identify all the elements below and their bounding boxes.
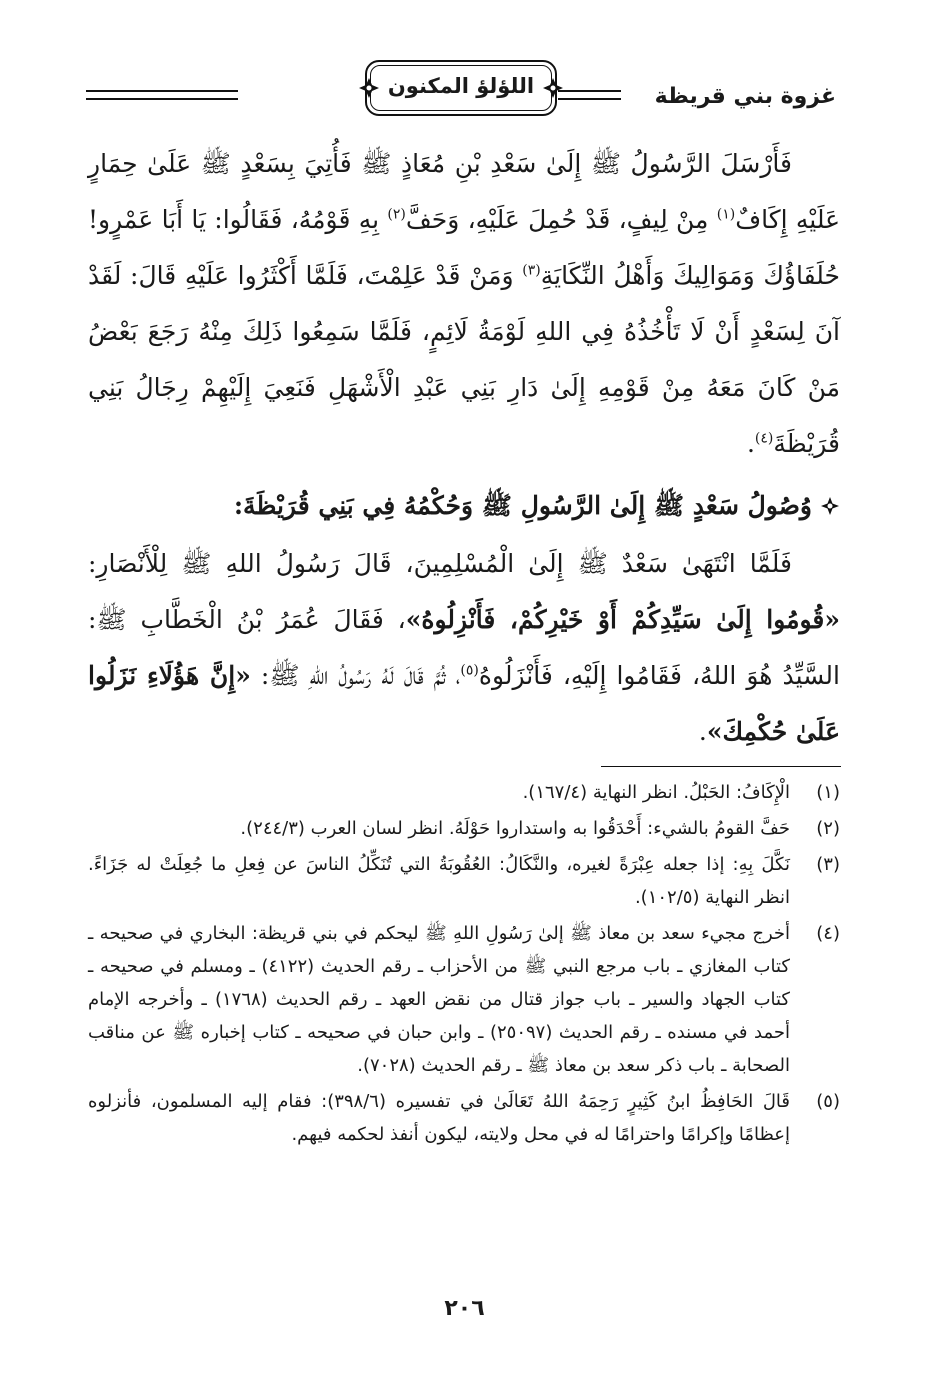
footnote-text: أخرج مجيء سعد بن معاذ ﷺ إلىٰ رَسُولِ اللهِ ﷺ ليحكم في بني قريظة: البخاري في صحيحه ـ كتاب المغازي ـ باب مرجع النبي ﷺ من الأحزاب ـ رقم الحديث (٤١٢٢) ـ ومسلم في صحيحه ـ كتاب الجهاد والسير ـ باب جواز قتال من نقض العهد ـ رقم الحديث (١٧٦٨) ـ وأخرجه الإمام أحمد في مسنده ـ رقم الحديث (٢٥٠٩٧) ـ وابن حبان في صحيحه ـ كتاب إخباره ﷺ عن مناقب الصحابة ـ باب ذكر سعد بن معاذ ﷺ ـ رقم الحديث (٧٠٢٨). [88,923,790,1076]
book-title: اللؤلؤ المكنون [387,74,535,98]
subheading-text: وُصُولُ سَعْدٍ ﷺ إِلَىٰ الرَّسُولِ ﷺ وَحُكْمُهُ فِي بَنِي قُرَيْظَةَ: [233,491,812,520]
hadith-quote: «إِنَّ هَؤُلَاءِ نَزَلُوا عَلَىٰ حُكْمِكَ» [88,661,840,746]
subheading [88,478,840,534]
page-number: ٢٠٦ [444,1296,485,1321]
paragraph-1 [88,136,840,472]
footnote-number: (٥) [816,1091,840,1112]
text-run: فَلَمَّا انْتَهَىٰ سَعْدٌ ﷺ إِلَىٰ الْمُسْلِمِينَ، قَالَ رَسُولُ اللهِ ﷺ لِلْأَنْصَارِ: [88,549,792,578]
footnote-ref: (١) [716,206,736,223]
text-run: . [698,717,707,746]
paragraph-2 [88,536,840,760]
footnote-number: (١) [816,782,840,803]
footnote-text: نَكَّلَ بِهِ: إذا جعله عِبْرَةً لغيره، والنَّكَالُ: العُقُوبَةُ التي تُنَكِّلُ الناسَ عن فِعلِ ما جُعِلَتْ له جَزَاءً. انظر النهاية (١٠٢/٥). [88,854,790,908]
section-title: غزوة بني قريظة [654,84,836,109]
main-text [88,136,840,760]
text-run: ، فَقَالَ عُمَرُ بْنُ الْخَطَّابِ ﷺ: السَّيِّدُ هُوَ اللهُ، فَقَامُوا إِلَيْهِ، فَأَنْزَلُوهُ [88,605,840,690]
footnote [88,1085,840,1151]
footnotes [88,776,840,1154]
footnote [88,812,840,845]
footnote-number: (٤) [816,923,840,944]
footnote-ref: (٣) [522,262,541,279]
header-rule-right [558,90,621,100]
page-header [86,56,836,128]
text-run: . [746,429,755,458]
footnote-separator [601,766,841,767]
text-run: مِنْ لِيفٍ، قَدْ حُمِلَ عَلَيْهِ، وَحَفَّ [405,205,717,234]
hadith-quote: «قُومُوا إِلَىٰ سَيِّدِكُمْ أَوْ خَيْرِكُمْ، فَأَنْزِلُوهُ» [405,605,840,634]
flower-bullet-icon [820,496,840,516]
footnote-ref: (٥) [460,662,479,679]
footnote-text: حَفَّ القومُ بالشيء: أَحْدَقُوا به واستداروا حَوْلَهُ. انظر لسان العرب (٢٤٤/٣). [240,818,790,839]
text-run: بِهِ قَوْمُهُ، فَقَالُوا: يَا أَبَا عَمْرٍو! حُلَفَاؤُكَ وَمَوَالِيكَ وَأَهْلُ النِّكَايَةِ [88,205,840,290]
header-rule-left [86,90,238,100]
footnote-text: الْإِكَافُ: الحَبْلُ. انظر النهاية (١٦٧/٤). [522,782,790,803]
footnote-ref: (٢) [387,206,406,223]
footnote [88,776,840,809]
footnote-ref: (٤) [754,430,774,447]
footnote-number: (٣) [816,854,840,875]
text-run: ، ثُمَّ قَالَ لَهُ رَسُولُ اللهِ ﷺ: [250,661,461,690]
text-run: فَأَرْسَلَ الرَّسُولُ ﷺ إِلَىٰ سَعْدِ بْنِ مُعَاذٍ ﷺ فَأُتِيَ بِسَعْدٍ ﷺ عَلَىٰ حِمَارٍ عَلَيْهِ إِكَافٌ [88,149,841,234]
footnote [88,848,840,914]
footnote-text: قَالَ الحَافِظُ ابنُ كَثِيرٍ رَحِمَهُ اللهُ تَعَالَىٰ في تفسيره (٣٩٨/٦): فقام إليه المسلمون، فأنزلوه إعظامًا وإكرامًا واحترامًا له في محل ولايته، ليكون أنفذ لحكمه فيهم. [88,1091,790,1145]
footnote [88,917,840,1082]
text-run: وَمَنْ قَدْ عَلِمْتَ، فَلَمَّا أَكْثَرُوا عَلَيْهِ قَالَ: لَقَدْ آنَ لِسَعْدٍ أَنْ لَا تَأْخُذُهُ فِي اللهِ لَوْمَةُ لَائِمٍ، فَلَمَّا سَمِعُوا ذَلِكَ مِنْهُ رَجَعَ بَعْضُ مَنْ كَانَ مَعَهُ مِنْ قَوْمِهِ إِلَىٰ دَارِ بَنِي عَبْدِ الْأَشْهَلِ فَنَعِيَ إِلَيْهِمْ رِجَالُ بَنِي قُرَيْظَةَ [88,261,840,458]
footnote-number: (٢) [816,818,840,839]
book-title-cartouche [365,60,557,116]
